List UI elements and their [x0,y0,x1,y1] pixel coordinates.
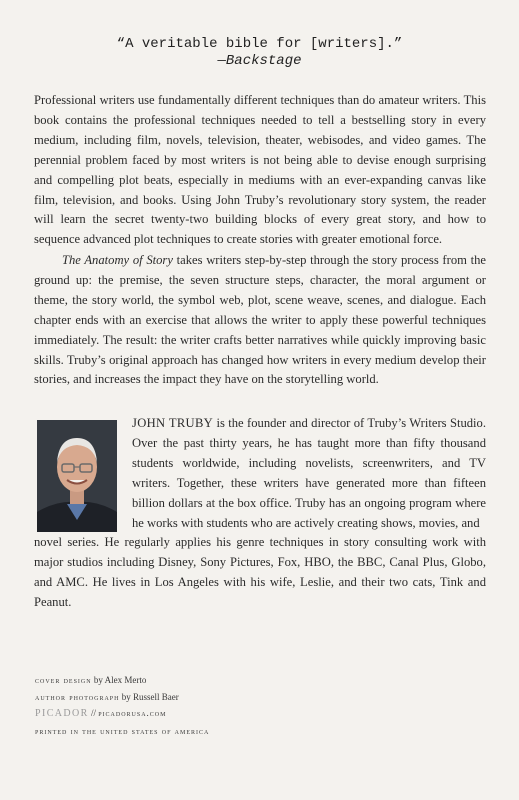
photo-label: author photograph [35,691,120,702]
publisher-separator: // [88,708,99,718]
blurb-quote [0,36,519,70]
cover-label: cover design [35,675,92,685]
quote-source: —Backstage [217,53,302,69]
description-paragraph-2 [34,251,486,390]
publisher-logo: PICADOR [35,708,89,719]
publisher-line [35,705,209,723]
author-bio [34,414,486,613]
photo-credit [35,689,209,706]
colophon [35,672,209,739]
bio-beside-photo [132,414,486,533]
cover-designer: by Alex Merto [91,675,147,685]
book-title: The Anatomy of Story [62,253,173,267]
cover-credit [35,672,209,689]
description-paragraph-1: Professional writers use fundamentally different techniques than do amateur writers. This book contains the professional techniques needed to tell a bestselling story in every medium, including film, novels, television, theater, webisodes, and video games. The perennial problem faced by most writers is not being able to devise enough surprising and compelling plot beats, especially in mediums with an ever-expanding canvas like film, television, and books. Using John Truby’s revolutionary story system, the reader will learn the secret twenty-two building blocks of every great story, and how to sequence advanced plot techniques to create stories with greater emotional force. [34,93,486,247]
printed-notice: printed in the united states of america [35,725,210,736]
quote-text: “A veritable bible for [writers].” [116,36,403,52]
author-name: JOHN TRUBY [132,416,214,430]
bio-text-start: is the founder and director of Truby’s Writers Studio. Over the past thirty years, he has taught more than fifty thousand students worldwide, including novelists, screenwriters, and TV writers. Together, these writers have generated more than fifteen billion dollars at the box office. Truby has an ongoing program where he works with students who are actively creating shows, movies, and [132,416,486,530]
publisher-website: picadorusa.com [98,708,167,718]
paragraph-2-text: takes writers step-by-step through the story process from the ground up: the premise, the seven structure steps, character, the moral argument or theme, the story world, the symbol web, plot, scene weave, scenes, and dialogue. Each chapter ends with an exercise that allows the writer to apply these powerful techniques immediately. The result: the writer crafts better narratives while quickly improving basic skills. Truby’s original approach has changed how writers in every medium develop their stories, and increases the impact they have on the storytelling world. [34,253,487,387]
photographer: by Russell Baer [119,691,179,702]
bio-text-end: novel series. He regularly applies his genre techniques in story consulting work with major studios including Disney, Sony Pictures, Fox, HBO, the BBC, Canal Plus, Globo, and AMC. He lives in Los Angeles with his wife, Leslie, and their two cats, Tink and Peanut. [34,535,486,610]
